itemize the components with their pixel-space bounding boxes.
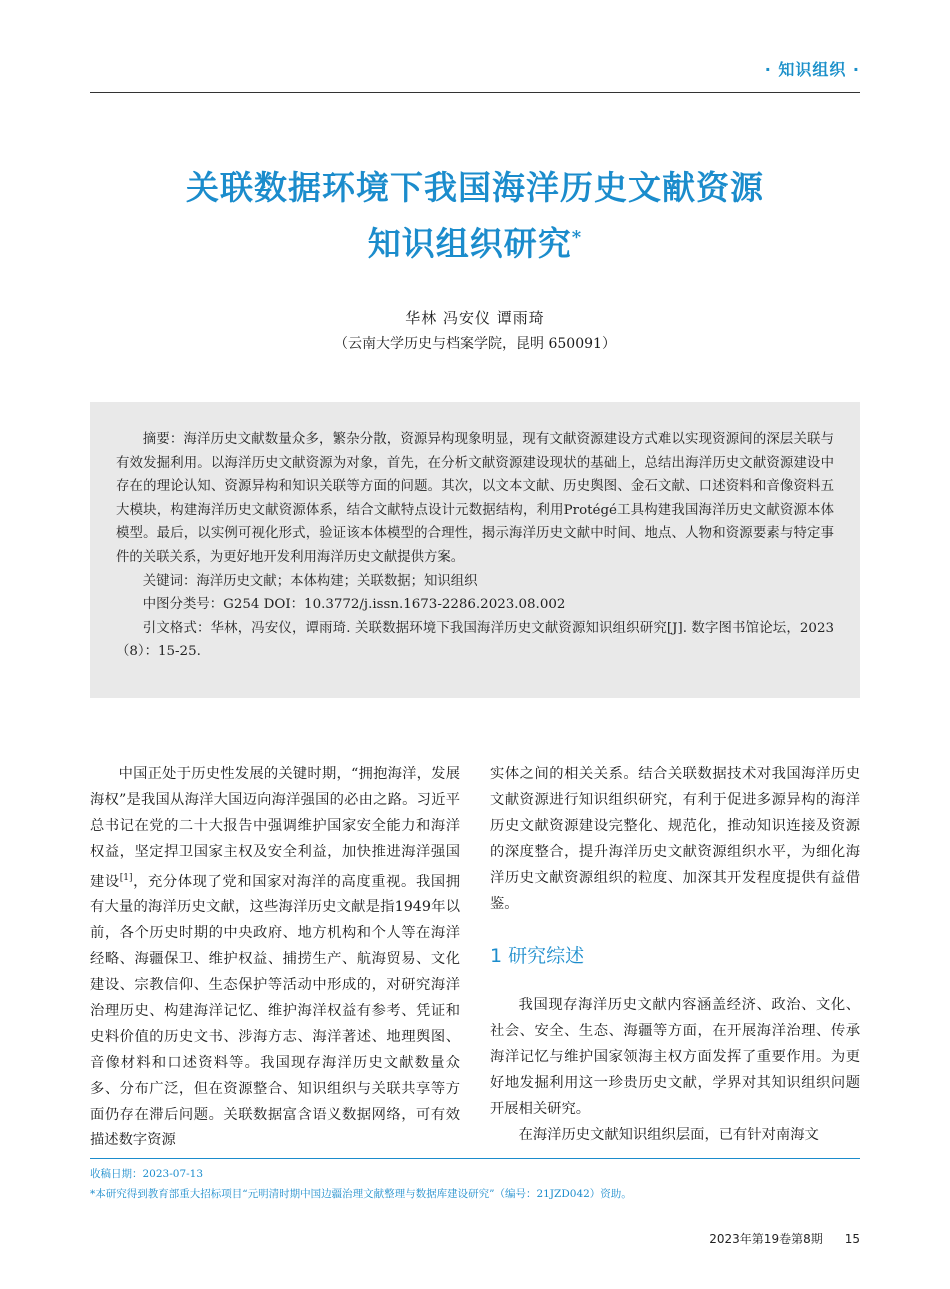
section-tag: · 知识组织 · (764, 60, 860, 79)
header-rule (90, 92, 860, 93)
page-footer (709, 1230, 860, 1247)
body-paragraph (90, 762, 460, 1154)
authors: 华林 冯安仪 谭雨琦 (405, 309, 545, 327)
funding-note: *本研究得到教育部重大招标项目“元明清时期中国边疆治理文献整理与数据库建设研究”（编号：21JZD042）资助。 (90, 1188, 632, 1200)
title-footnote-mark: * (571, 227, 583, 248)
title-line-2 (90, 216, 860, 272)
abstract-box (90, 402, 860, 698)
citation-format: 引文格式：华林，冯安仪，谭雨琦. 关联数据环境下我国海洋历史文献资源知识组织研究[J]. 数字图书馆论坛，2023（8）：15-25. (116, 620, 834, 660)
title-line-2-text: 知识组织研究 (367, 224, 572, 263)
body-paragraph: 在海洋历史文献知识组织层面，已有针对南海文 (518, 1126, 819, 1143)
title-line-1: 关联数据环境下我国海洋历史文献资源 (186, 168, 764, 207)
received-date: 收稿日期：2023-07-13 (90, 1168, 204, 1180)
abstract-text: 摘要：海洋历史文献数量众多，繁杂分散，资源异构现象明显，现有文献资源建设方式难以实现资源间的深层关联与有效发掘利用。以海洋历史文献资源为对象，首先，在分析文献资源建设现状的基础上，总结出海洋历史文献资源建设中存在的理论认知、资源异构和知识关联等方面的问题。其次，以文本文献、历史舆图、金石文献、口述资料和音像资料五大模块，构建海洋历史文献资源体系，结合文献特点设计元数据结构，利用Protégé工具构建我国海洋历史文献资源本体模型。最后，以实例可视化形式，验证该本体模型的合理性，揭示海洋历史文献中时间、地点、人物和资源要素与特定事件的关联关系，为更好地开发利用海洋历史文献提供方案。 (116, 432, 834, 565)
issue-info: 2023年第19卷第8期 (709, 1232, 823, 1246)
body-right-column (490, 762, 860, 1149)
keywords: 关键词：海洋历史文献；本体构建；关联数据；知识组织 (142, 573, 478, 589)
footnote-rule (90, 1158, 860, 1159)
classification-doi: 中图分类号：G254 DOI：10.3772/j.issn.1673-2286.2023.08.002 (142, 597, 566, 613)
page-number: 15 (844, 1232, 860, 1246)
section-heading: 1 研究综述 (490, 945, 585, 968)
paper-title (90, 160, 860, 272)
body-text: ，充分体现了党和国家对海洋的高度重视。我国拥有大量的海洋历史文献，这些海洋历史文献是指1949年以前，各个历史时期的中央政府、地方机构和个人等在海洋经略、海疆保卫、维护权益、捕捞生产、航海贸易、文化建设、宗教信仰、生态保护等活动中形成的，对研究海洋治理历史、构建海洋记忆、维护海洋权益有参考、凭证和史料价值的历史文书、涉海方志、海洋著述、地理舆图、音像材料和口述资料等。我国现存海洋历史文献数量众多、分布广泛，但在资源整合、知识组织与关联共享等方面仍存在滞后问题。关联数据富含语义数据网络，可有效描述数字资源 (90, 873, 461, 1149)
body-left-column (90, 762, 460, 1154)
body-paragraph: 实体之间的相关关系。结合关联数据技术对我国海洋历史文献资源进行知识组织研究，有利于促进多源异构的海洋历史文献资源建设完整化、规范化，推动知识连接及资源的深度整合，提升海洋历史文献资源组织水平，为细化海洋历史文献资源组织的粒度、加深其开发程度提供有益借鉴。 (490, 766, 860, 912)
affiliation: （云南大学历史与档案学院，昆明 650091） (334, 336, 616, 352)
body-paragraph: 我国现存海洋历史文献内容涵盖经济、政治、文化、社会、安全、生态、海疆等方面，在开展海洋治理、传承海洋记忆与维护国家领海主权方面发挥了重要作用。为更好地发掘利用这一珍贵历史文献，学界对其知识组织问题开展相关研究。 (490, 997, 860, 1118)
citation-ref: [1] (119, 872, 133, 883)
body-text: 中国正处于历史性发展的关键时期，“拥抱海洋，发展海权”是我国从海洋大国迈向海洋强国的必由之路。习近平总书记在党的二十大报告中强调维护国家安全能力和海洋权益，坚定捍卫国家主权及安全利益，加快推进海洋强国建设 (90, 766, 460, 890)
